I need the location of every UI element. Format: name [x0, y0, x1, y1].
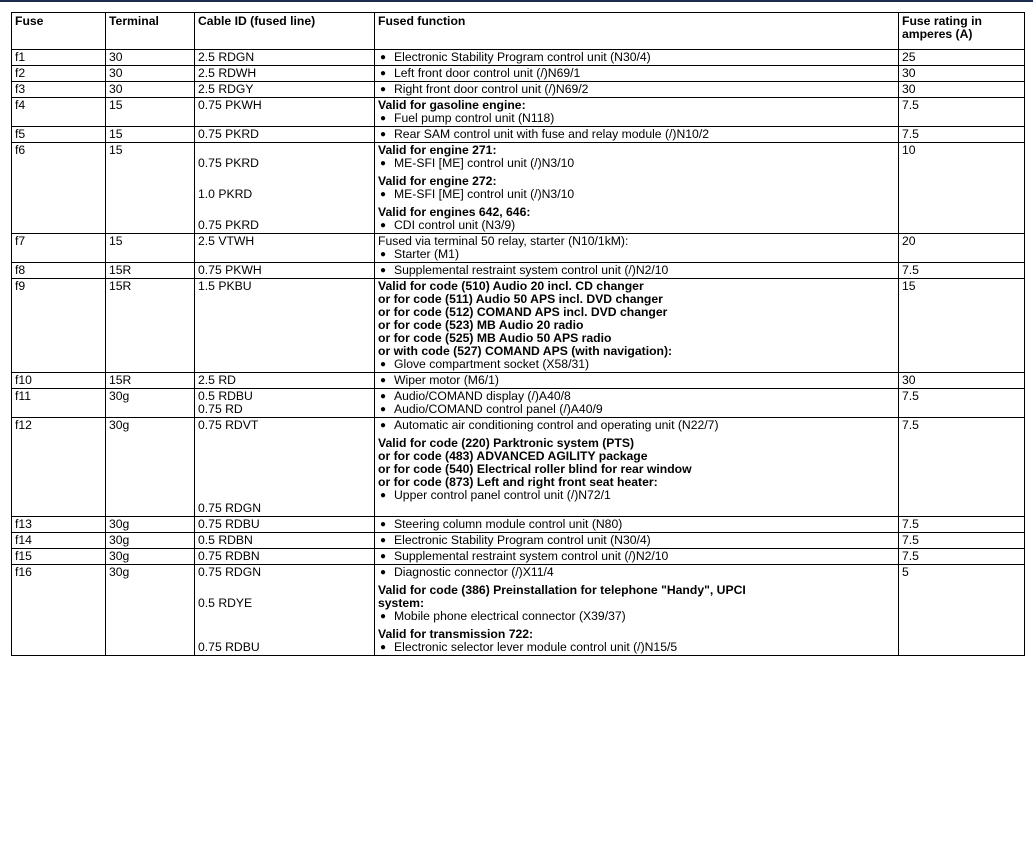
header-terminal: Terminal	[106, 13, 195, 50]
table-row-f15	[12, 549, 1025, 565]
function-cell	[375, 50, 899, 66]
rating-cell: 7.5	[899, 127, 1025, 143]
condition-text: or for code (523) MB Audio 20 radio	[378, 318, 584, 332]
rating-cell: 7.5	[899, 533, 1025, 549]
function-item: ● CDI control unit (N3/9)	[378, 219, 895, 232]
fuse-table	[11, 12, 1025, 656]
function-item: ● Electronic selector lever module control unit (/)N15/5	[378, 641, 895, 654]
fuse-cell: f6	[12, 143, 106, 234]
function-item: ● ME-SFI [ME] control unit (/)N3/10	[378, 188, 895, 201]
terminal-cell: 30	[106, 66, 195, 82]
function-item: ● Supplemental restraint system control unit (/)N2/10	[378, 264, 895, 277]
function-cell	[375, 279, 899, 373]
fuse-cell: f13	[12, 517, 106, 533]
table-row-f1	[12, 50, 1025, 66]
cable-id: 0.75 PKRD	[198, 218, 259, 232]
table-row-f11	[12, 389, 1025, 418]
function-item: ● Right front door control unit (/)N69/2	[378, 83, 895, 96]
table-row-f8	[12, 263, 1025, 279]
cable-id: 0.75 RDVT	[198, 418, 259, 432]
function-item: ● Fuel pump control unit (N118)	[378, 112, 895, 125]
top-border-line	[0, 0, 1033, 2]
terminal-cell: 30	[106, 82, 195, 98]
condition-text: Valid for code (220) Parktronic system (PTS)	[378, 436, 635, 450]
function-item: ● Steering column module control unit (N80)	[378, 518, 895, 531]
condition-text: or for code (511) Audio 50 APS incl. DVD changer	[378, 292, 663, 306]
cable-cell: 2.5 RDGY	[195, 82, 375, 98]
function-cell	[375, 98, 899, 127]
terminal-cell: 30g	[106, 549, 195, 565]
fuse-cell: f12	[12, 418, 106, 517]
condition-text: Valid for code (386) Preinstallation for telephone "Handy", UPCI	[378, 583, 746, 597]
cable-cell	[195, 143, 375, 234]
rating-cell: 10	[899, 143, 1025, 234]
table-row-f7	[12, 234, 1025, 263]
table-row-f6	[12, 143, 1025, 234]
fuse-cell: f11	[12, 389, 106, 418]
cable-id: 0.5 RDYE	[198, 596, 253, 610]
cable-id: 0.5 RDBU	[198, 389, 253, 403]
function-item: ● Mobile phone electrical connector (X39/37)	[378, 610, 895, 623]
function-cell	[375, 373, 899, 389]
terminal-cell: 15R	[106, 373, 195, 389]
condition-text: Valid for engines 642, 646:	[378, 205, 531, 219]
terminal-cell: 30	[106, 50, 195, 66]
cable-id: 0.75 RDBU	[198, 640, 260, 654]
terminal-cell: 30g	[106, 389, 195, 418]
terminal-cell: 15	[106, 234, 195, 263]
cable-cell	[195, 565, 375, 656]
cable-cell	[195, 389, 375, 418]
cable-id: 0.75 RDGN	[198, 565, 261, 579]
header-cable-id: Cable ID (fused line)	[195, 13, 375, 50]
function-item: ● Supplemental restraint system control unit (/)N2/10	[378, 550, 895, 563]
fuse-cell: f4	[12, 98, 106, 127]
function-cell	[375, 565, 899, 656]
function-cell	[375, 549, 899, 565]
condition-text: or for code (525) MB Audio 50 APS radio	[378, 331, 612, 345]
function-item: ● Left front door control unit (/)N69/1	[378, 67, 895, 80]
fuse-cell: f1	[12, 50, 106, 66]
table-row-f12	[12, 418, 1025, 517]
fuse-cell: f16	[12, 565, 106, 656]
cable-cell: 0.75 PKWH	[195, 98, 375, 127]
function-item: ● Glove compartment socket (X58/31)	[378, 358, 895, 371]
rating-cell: 7.5	[899, 98, 1025, 127]
function-item: ● Electronic Stability Program control unit (N30/4)	[378, 51, 895, 64]
rating-cell: 15	[899, 279, 1025, 373]
terminal-cell: 30g	[106, 565, 195, 656]
function-item: ● Automatic air conditioning control and operating unit (N22/7)	[378, 419, 895, 432]
terminal-cell: 15	[106, 143, 195, 234]
cable-cell: 2.5 RD	[195, 373, 375, 389]
rating-cell: 7.5	[899, 418, 1025, 517]
fuse-cell: f9	[12, 279, 106, 373]
condition-text: or for code (512) COMAND APS incl. DVD changer	[378, 305, 668, 319]
function-item: ● Starter (M1)	[378, 248, 895, 261]
cable-id: 0.75 RDGN	[198, 501, 261, 515]
condition-text: Valid for transmission 722:	[378, 627, 534, 641]
table-row-f4	[12, 98, 1025, 127]
function-item: ● Wiper motor (M6/1)	[378, 374, 895, 387]
condition-text: Valid for code (510) Audio 20 incl. CD changer	[378, 279, 644, 293]
header-fuse-rating: Fuse rating in amperes (A)	[899, 13, 1025, 50]
rating-cell: 30	[899, 373, 1025, 389]
condition-text: or for code (873) Left and right front seat heater:	[378, 475, 658, 489]
table-row-f2	[12, 66, 1025, 82]
condition-text: Fused via terminal 50 relay, starter (N10/1kM):	[378, 234, 629, 248]
cable-cell: 2.5 RDGN	[195, 50, 375, 66]
condition-text: or for code (483) ADVANCED AGILITY package	[378, 449, 648, 463]
rating-cell: 5	[899, 565, 1025, 656]
terminal-cell: 30g	[106, 517, 195, 533]
condition-text: Valid for engine 271:	[378, 143, 497, 157]
function-cell	[375, 418, 899, 517]
cable-cell	[195, 418, 375, 517]
condition-text: Valid for gasoline engine:	[378, 98, 526, 112]
rating-cell: 7.5	[899, 389, 1025, 418]
condition-text: system:	[378, 596, 425, 610]
terminal-cell: 30g	[106, 418, 195, 517]
cable-cell: 0.5 RDBN	[195, 533, 375, 549]
header-fused-function: Fused function	[375, 13, 899, 50]
cable-id: 0.75 RD	[198, 402, 243, 416]
cable-cell: 0.75 RDBU	[195, 517, 375, 533]
table-row-f16	[12, 565, 1025, 656]
table-row-f13	[12, 517, 1025, 533]
function-item: ● Electronic Stability Program control unit (N30/4)	[378, 534, 895, 547]
function-cell	[375, 389, 899, 418]
rating-cell: 30	[899, 66, 1025, 82]
cable-cell: 1.5 PKBU	[195, 279, 375, 373]
rating-cell: 30	[899, 82, 1025, 98]
header-fuse: Fuse	[12, 13, 106, 50]
table-header-row	[12, 13, 1025, 50]
function-cell	[375, 234, 899, 263]
terminal-cell: 15R	[106, 263, 195, 279]
rating-cell: 7.5	[899, 549, 1025, 565]
terminal-cell: 15	[106, 127, 195, 143]
terminal-cell: 15	[106, 98, 195, 127]
table-row-f14	[12, 533, 1025, 549]
cable-cell: 0.75 PKRD	[195, 127, 375, 143]
table-row-f10	[12, 373, 1025, 389]
function-cell	[375, 127, 899, 143]
function-item: ● Audio/COMAND display (/)A40/8	[378, 390, 895, 403]
function-cell	[375, 82, 899, 98]
function-item: ● Audio/COMAND control panel (/)A40/9	[378, 403, 895, 416]
function-cell	[375, 517, 899, 533]
fuse-cell: f14	[12, 533, 106, 549]
function-cell	[375, 533, 899, 549]
table-row-f5	[12, 127, 1025, 143]
table-row-f3	[12, 82, 1025, 98]
rating-cell: 7.5	[899, 517, 1025, 533]
cable-id: 1.0 PKRD	[198, 187, 253, 201]
fuse-cell: f2	[12, 66, 106, 82]
table-row-f9	[12, 279, 1025, 373]
fuse-cell: f10	[12, 373, 106, 389]
condition-text: or with code (527) COMAND APS (with navigation):	[378, 344, 673, 358]
function-item: ● Upper control panel control unit (/)N72/1	[378, 489, 895, 502]
function-item: ● Rear SAM control unit with fuse and relay module (/)N10/2	[378, 128, 895, 141]
condition-text: or for code (540) Electrical roller blind for rear window	[378, 462, 692, 476]
rating-cell: 20	[899, 234, 1025, 263]
terminal-cell: 30g	[106, 533, 195, 549]
condition-text: Valid for engine 272:	[378, 174, 497, 188]
fuse-cell: f15	[12, 549, 106, 565]
rating-cell: 25	[899, 50, 1025, 66]
cable-cell: 2.5 RDWH	[195, 66, 375, 82]
function-cell	[375, 66, 899, 82]
cable-cell: 2.5 VTWH	[195, 234, 375, 263]
fuse-cell: f8	[12, 263, 106, 279]
function-cell	[375, 143, 899, 234]
fuse-cell: f3	[12, 82, 106, 98]
rating-cell: 7.5	[899, 263, 1025, 279]
terminal-cell: 15R	[106, 279, 195, 373]
fuse-cell: f7	[12, 234, 106, 263]
cable-cell: 0.75 RDBN	[195, 549, 375, 565]
cable-cell: 0.75 PKWH	[195, 263, 375, 279]
fuse-cell: f5	[12, 127, 106, 143]
function-cell	[375, 263, 899, 279]
cable-id: 0.75 PKRD	[198, 156, 259, 170]
function-item: ● ME-SFI [ME] control unit (/)N3/10	[378, 157, 895, 170]
function-item: ● Diagnostic connector (/)X11/4	[378, 566, 895, 579]
